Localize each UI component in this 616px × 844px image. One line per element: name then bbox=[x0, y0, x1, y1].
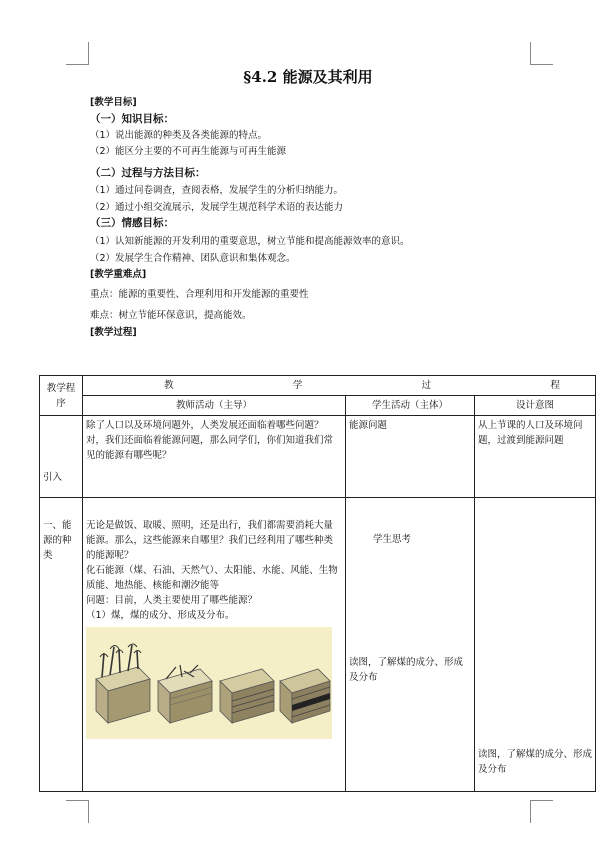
teacher-text: （1）煤，煤的成分、形成及分布。 bbox=[86, 610, 235, 621]
coal-stage-1-forest bbox=[96, 644, 150, 723]
coal-formation-diagram bbox=[86, 627, 332, 739]
process-heading: [教学过程] bbox=[90, 327, 137, 338]
coal-stage-4-coal-seam bbox=[280, 669, 330, 723]
objective-item: （1）说出能源的种类及各类能源的特点。 bbox=[90, 130, 268, 141]
student-activity-header: 学生活动（主体） bbox=[346, 396, 475, 416]
key-points-heading: [教学重难点] bbox=[90, 269, 147, 280]
teacher-text: 对，我们还面临着能源问题，那么同学们，你们知道我们常见的能源有哪些呢？ bbox=[86, 435, 334, 461]
process-objectives-heading: （二）过程与方法目标： bbox=[90, 167, 206, 179]
process-header-word: 教 bbox=[164, 380, 174, 391]
process-header-word: 过 bbox=[421, 380, 432, 391]
objective-item: （1）通过问卷调查，查阅表格，发展学生的分析归纳能力。 bbox=[90, 185, 344, 196]
key-point-difficult: 难点：树立节能环保意识，提高能效。 bbox=[90, 310, 252, 321]
process-header-word: 程 bbox=[550, 380, 560, 391]
knowledge-objectives-heading: （一）知识目标： bbox=[90, 113, 174, 125]
objective-item: （2）发展学生合作精神、团队意识和集体观念。 bbox=[90, 253, 296, 264]
crop-mark-bottom-right bbox=[530, 800, 553, 823]
coal-stage-3-burial bbox=[220, 669, 274, 723]
teacher-text: 化石能源（煤、石油、天然气）、太阳能、水能、风能、生物质能、地热能、核能和潮汐能等 bbox=[86, 565, 338, 591]
process-column-header bbox=[83, 376, 596, 396]
teacher-activity-cell bbox=[83, 498, 346, 792]
step-column-header: 教学程序 bbox=[40, 376, 83, 416]
student-activity-cell bbox=[346, 498, 475, 792]
step-cell: 引入 bbox=[40, 416, 83, 498]
table-row bbox=[40, 416, 596, 498]
objective-item: （2）通过小组交流展示，发展学生规范科学术语的表达能力 bbox=[90, 202, 344, 213]
process-header-word: 学 bbox=[292, 380, 303, 391]
teacher-text: 问题：目前，人类主要使用了哪些能源？ bbox=[86, 595, 258, 606]
student-text: 读图，了解煤的成分、形成及分布 bbox=[349, 657, 464, 683]
objective-item: （1）认知新能源的开发利用的重要意思，树立节能和提高能源效率的意识。 bbox=[90, 236, 410, 247]
teacher-activity-cell bbox=[83, 416, 346, 498]
crop-mark-bottom-left bbox=[66, 800, 89, 823]
crop-mark-top-left bbox=[66, 42, 89, 65]
step-cell: 一、能源的种类 bbox=[40, 498, 83, 792]
design-intent-cell: 从上节课的人口及环境问题，过渡到能源问题 bbox=[475, 416, 596, 498]
key-point-important: 重点：能源的重要性、合理利用和开发能源的重要性 bbox=[90, 289, 309, 300]
emotion-objectives-heading: （三）情感目标： bbox=[90, 217, 174, 229]
student-activity-cell: 能源问题 bbox=[346, 416, 475, 498]
design-intent-header: 设计意图 bbox=[475, 396, 596, 416]
teacher-text: 除了人口以及环境问题外，人类发展还面临着哪些问题？ bbox=[86, 420, 324, 431]
objectives-heading: [教学目标] bbox=[90, 97, 137, 108]
document-title: §4.2 能源及其利用 bbox=[243, 68, 373, 86]
coal-stage-2-swamp bbox=[158, 665, 212, 723]
teacher-activity-header: 教师活动（主导） bbox=[83, 396, 346, 416]
student-text: 学生思考 bbox=[373, 534, 412, 545]
design-intent-cell: 读图，了解煤的成分、形成及分布 bbox=[475, 498, 596, 792]
objective-item: （2）能区分主要的不可再生能源与可再生能源 bbox=[90, 146, 287, 157]
crop-mark-top-right bbox=[530, 42, 553, 65]
table-row bbox=[40, 498, 596, 792]
teacher-text: 无论是做饭、取暖、照明，还是出行，我们都需要消耗大量能源。那么，这些能源来自哪里？我们已经利用了哪些种类的能源呢？ bbox=[86, 520, 334, 561]
teaching-process-table bbox=[39, 375, 596, 792]
